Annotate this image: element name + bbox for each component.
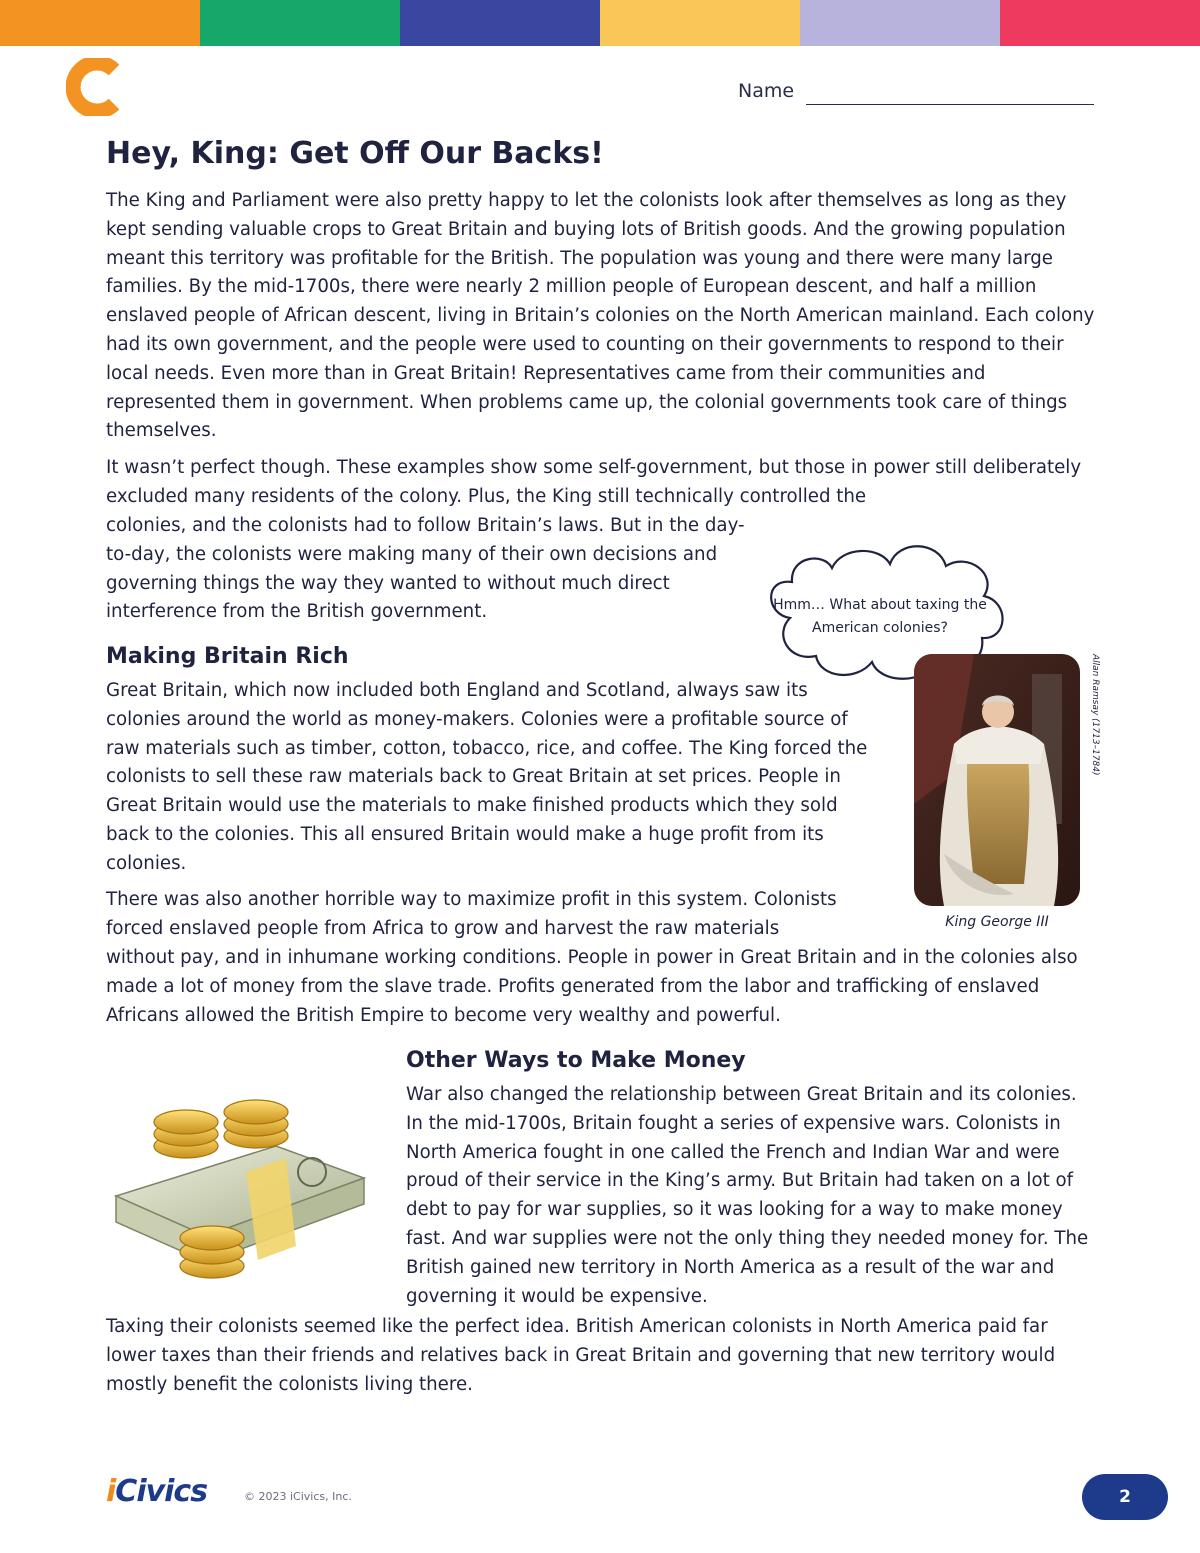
thought-bubble-text: Hmm… What about taxing the American colonies? — [773, 597, 987, 636]
header-stripe-blue — [400, 0, 600, 46]
icivics-star-logo-icon — [66, 58, 124, 116]
king-portrait-illustration-icon — [914, 654, 1080, 906]
section-heading-making-britain-rich: Making Britain Rich — [106, 644, 349, 669]
second-paragraph-narrow: colonies, and the colonists had to follow Britain’s laws. But in the day-to-day, the colonists were making many of their own decisions and governing things the way they wanted to without much direct interference from the British government. — [106, 515, 745, 623]
footer-logo-i: i — [106, 1474, 116, 1509]
making-britain-rich-paragraph-2-full: without pay, and in inhumane working conditions. People in power in Great Britain and in the colonies also made a lot of money from the slave trade. Profits generated from the labor and trafficking of enslaved Africans allowed the British Empire to become very wealthy and powerful. — [106, 947, 1078, 1026]
portrait-caption: King George III — [945, 914, 1049, 930]
copyright-notice: © 2023 iCivics, Inc. — [244, 1490, 352, 1503]
footer-logo-civics: Civics — [115, 1474, 208, 1509]
name-label: Name — [738, 80, 795, 102]
header-stripe-green — [200, 0, 400, 46]
header-stripe-yellow — [600, 0, 800, 46]
page-number-badge: 2 — [1082, 1474, 1168, 1520]
portrait-credit: Allan Ramsay (1713–1784) — [1090, 654, 1100, 776]
other-ways-paragraph-narrow: War also changed the relationship between Great Britain and its colonies. In the mid-1700s, Britain fought a series of expensive wars. Colonists in North America fought in one called the French and Indian War and were proud of their service in the King’s army. But Britain had taken on a lot of debt to pay for war supplies, so it was looking for a way to make money fast. And war supplies were not the only thing they needed money for. The British gained new territory in North America as a result of the war and governing it would be expensive. — [406, 1084, 1089, 1307]
second-paragraph-full: It wasn’t perfect though. These examples show some self-government, but those in power still deliberately excluded many residents of the colony. Plus, the King still technically controlled the — [106, 457, 1082, 507]
other-ways-paragraph-full: Taxing their colonists seemed like the perfect idea. British American colonists in North America paid far lower taxes than their friends and relatives back in Great Britain and governing that new territory would mostly benefit the colonists living there. — [106, 1316, 1056, 1395]
section-heading-other-ways: Other Ways to Make Money — [406, 1048, 746, 1073]
making-britain-rich-paragraph-1: Great Britain, which now included both England and Scotland, always saw its colonies around the world as money-makers. Colonies were a profitable source of raw materials such as timber, cotton, tobacco, rice, and coffee. The King forced the colonists to sell these raw materials back to Great Britain at set prices. People in Great Britain would use the materials to make finished products which they sold back to the colonies. This all ensured Britain would make a huge profit from its colonies. — [106, 680, 868, 874]
king-george-portrait — [914, 654, 1080, 906]
money-stack-icon — [106, 1086, 368, 1286]
header-stripe-orange — [0, 0, 200, 46]
making-britain-rich-paragraph-2-narrow: There was also another horrible way to maximize profit in this system. Colonists forced enslaved people from Africa to grow and harvest the raw materials — [106, 889, 837, 939]
intro-paragraph: The King and Parliament were also pretty happy to let the colonists look after themselves as long as they kept sending valuable crops to Great Britain and buying lots of British goods. And the growing population meant this territory was profitable for the British. The population was young and there were many large families. By the mid-1700s, there were nearly 2 million people of European descent, and half a million enslaved people of African descent, living in Britain’s colonies on the North American mainland. Each colony had its own government, and the people were used to counting on their governments to respond to their local needs. Even more than in Great Britain! Representatives came from their communities and represented them in government. When problems came up, the colonial governments took care of things themselves. — [106, 190, 1095, 442]
icivics-footer-logo — [106, 1474, 207, 1509]
name-field-line[interactable] — [806, 104, 1094, 105]
header-stripe-lavender — [800, 0, 1000, 46]
page-title: Hey, King: Get Off Our Backs! — [106, 136, 604, 171]
header-stripe-pink — [1000, 0, 1200, 46]
